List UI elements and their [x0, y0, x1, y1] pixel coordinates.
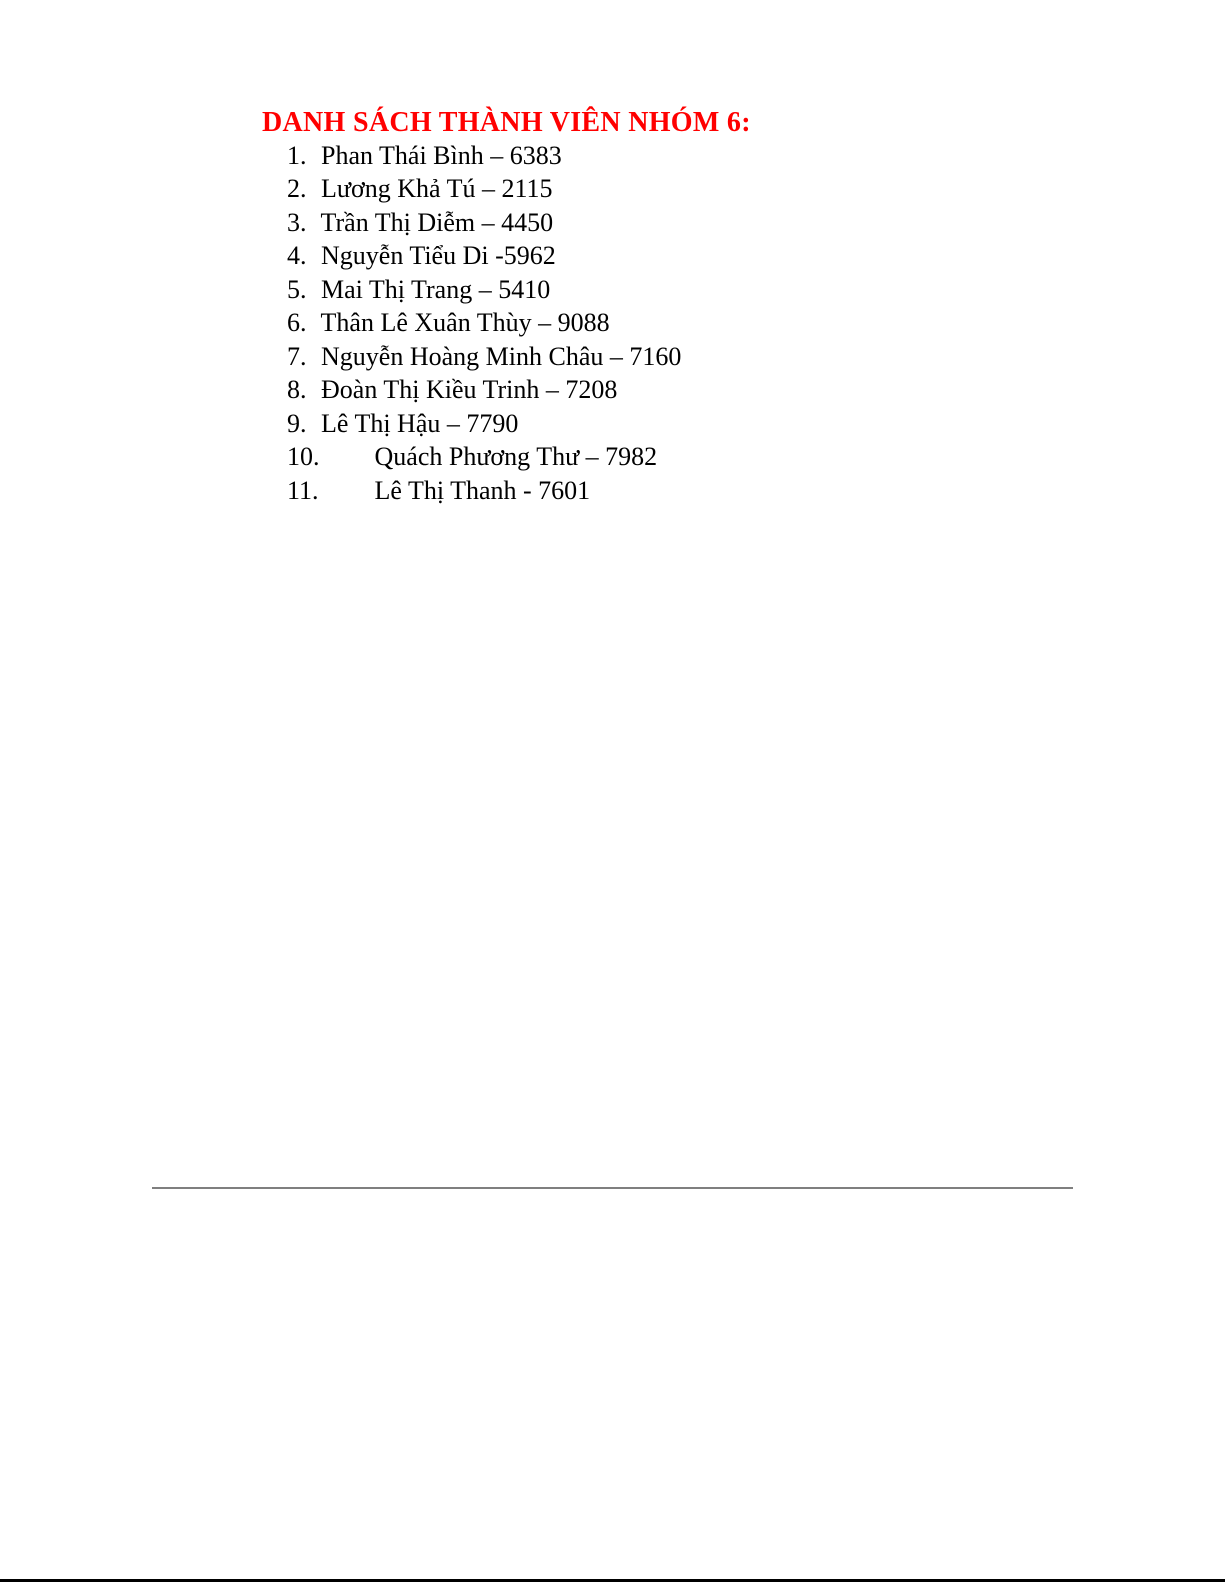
member-list-item: [287, 340, 681, 373]
member-name: Nguyễn Tiểu Di -5962: [321, 241, 556, 271]
member-name: Nguyễn Hoàng Minh Châu – 7160: [321, 341, 682, 371]
member-number: 5.: [287, 274, 307, 304]
member-list-item: [287, 172, 681, 205]
member-number: 7.: [287, 341, 307, 371]
member-list-item: [287, 239, 681, 272]
member-number: 1.: [287, 141, 307, 170]
member-list-item: [287, 440, 681, 473]
member-name: Lê Thị Hậu – 7790: [321, 408, 519, 438]
member-number: 2.: [287, 174, 307, 204]
member-number: 10.: [287, 442, 320, 472]
member-list-item: [287, 373, 681, 406]
member-list-item: [287, 273, 681, 306]
member-number: 4.: [287, 241, 307, 271]
member-list-item: [287, 306, 681, 339]
member-number: 11.: [287, 475, 319, 505]
member-list: [287, 139, 681, 507]
member-list-item: [287, 474, 681, 507]
member-number: 8.: [287, 375, 307, 405]
member-name: Phan Thái Bình – 6383: [321, 141, 562, 170]
horizontal-divider: [152, 1187, 1073, 1189]
member-name: Lê Thị Thanh - 7601: [374, 475, 591, 505]
page-title: DANH SÁCH THÀNH VIÊN NHÓM 6:: [262, 107, 751, 138]
member-name: Thân Lê Xuân Thùy – 9088: [320, 308, 610, 338]
member-number: 3.: [287, 207, 307, 237]
member-name: Trần Thị Diễm – 4450: [320, 207, 554, 237]
member-number: 9.: [287, 408, 307, 438]
member-name: Đoàn Thị Kiều Trinh – 7208: [321, 375, 618, 405]
member-list-item: [287, 407, 681, 440]
bottom-edge-line: [0, 1579, 1225, 1582]
member-name: Lương Khả Tú – 2115: [321, 174, 553, 204]
member-list-item: [287, 206, 681, 239]
member-name: Quách Phương Thư – 7982: [374, 442, 658, 472]
member-number: 6.: [287, 308, 307, 338]
member-name: Mai Thị Trang – 5410: [321, 274, 551, 304]
member-list-item: [287, 139, 681, 172]
